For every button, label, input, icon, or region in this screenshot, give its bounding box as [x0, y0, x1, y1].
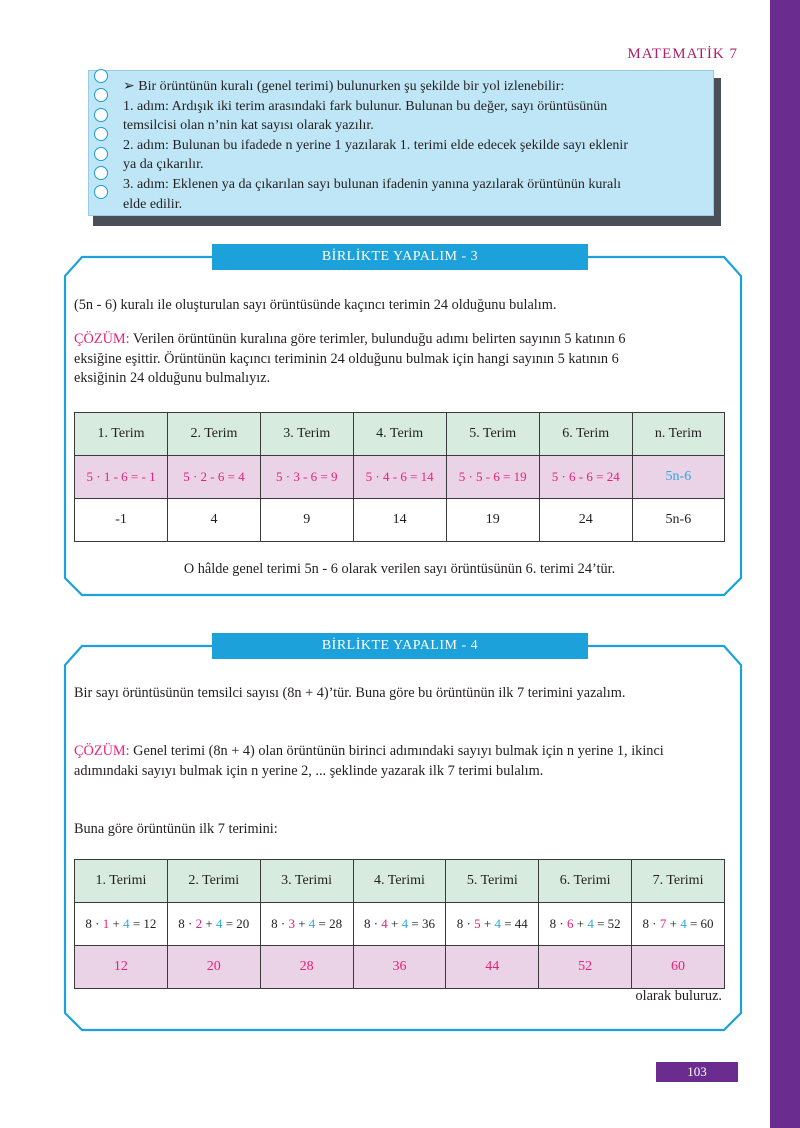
- table-cell: 8 · 2 + 4 = 20: [167, 903, 260, 946]
- info-line: temsilcisi olan n’nin kat sayısı olarak yazılır.: [123, 118, 374, 134]
- table-cell: 14: [353, 499, 446, 542]
- binder-ring-icon: [94, 185, 108, 199]
- table-cell: 5 · 4 - 6 = 14: [353, 456, 446, 499]
- info-box: [88, 70, 714, 216]
- table-cell: 52: [539, 946, 632, 989]
- solution-text: eksiğine eşittir. Örüntünün kaçıncı teriminin 24 olduğunu bulmak için hangi sayının 5 katının 6: [74, 350, 619, 367]
- binder-ring-icon: [94, 166, 108, 180]
- binder-rings: [94, 69, 112, 205]
- table-cell: 5 · 5 - 6 = 19: [446, 456, 539, 499]
- binder-ring-icon: [94, 69, 108, 83]
- table-header-cell: 1. Terimi: [75, 860, 168, 903]
- table-cell: -1: [75, 499, 168, 542]
- table-row: [75, 903, 725, 946]
- info-line: ➢ Bir örüntünün kuralı (genel terimi) bulunurken şu şekilde bir yol izlenebilir:: [123, 79, 565, 94]
- table-header-cell: n. Terim: [632, 413, 724, 456]
- section4-question: Bir sayı örüntüsünün temsilci sayısı (8n + 4)’tür. Buna göre bu örüntünün ilk 7 terimini yazalım.: [74, 685, 626, 701]
- info-line: 1. adım: Ardışık iki terim arasındaki fark bulunur. Bulunan bu değer, sayı örüntüsünün: [123, 98, 608, 114]
- table-cell: 60: [632, 946, 725, 989]
- table-cell: 8 · 3 + 4 = 28: [260, 903, 353, 946]
- table-header-cell: 5. Terim: [446, 413, 539, 456]
- table-header-cell: 2. Terimi: [167, 860, 260, 903]
- table-cell: 5 · 2 - 6 = 4: [168, 456, 261, 499]
- table-cell: 12: [75, 946, 168, 989]
- table-header-cell: 7. Terimi: [632, 860, 725, 903]
- table-cell: 9: [260, 499, 353, 542]
- table-cell: 20: [167, 946, 260, 989]
- page-header-title: MATEMATİK 7: [627, 46, 738, 62]
- page-edge-bar: [770, 0, 800, 1128]
- table-cell: 5n-6: [632, 456, 724, 499]
- table-row: [75, 946, 725, 989]
- table-cell: 5 · 6 - 6 = 24: [539, 456, 632, 499]
- table-cell: 36: [353, 946, 446, 989]
- section4-table: [74, 859, 725, 989]
- page-number: 103: [656, 1062, 738, 1082]
- table-header-row: [75, 413, 725, 456]
- table-cell: 5n-6: [632, 499, 724, 542]
- table-header-cell: 6. Terimi: [539, 860, 632, 903]
- info-line: 2. adım: Bulunan bu ifadede n yerine 1 yazılarak 1. terimi elde edecek şekilde sayı eklenir: [123, 137, 628, 153]
- solution-text: Verilen örüntünün kuralına göre terimler, bulunduğu adımı belirten sayının 5 katının 6: [129, 331, 626, 347]
- table-cell: 28: [260, 946, 353, 989]
- table-row: [75, 499, 725, 542]
- table-cell: 5 · 3 - 6 = 9: [260, 456, 353, 499]
- binder-ring-icon: [94, 127, 108, 141]
- solution-text: eksiğinin 24 olduğunu bulmalıyız.: [74, 370, 271, 387]
- solution-text: adımındaki sayıyı bulmak için n yerine 2, ... şeklinde yazarak ilk 7 terimi bulalım.: [74, 762, 544, 779]
- table-cell: 44: [446, 946, 539, 989]
- table-cell: 8 · 6 + 4 = 52: [539, 903, 632, 946]
- binder-ring-icon: [94, 108, 108, 122]
- table-cell: 19: [446, 499, 539, 542]
- solution-text: Genel terimi (8n + 4) olan örüntünün birinci adımındaki sayıyı bulmak için n yerine 1, ikinci: [129, 743, 664, 759]
- table-header-cell: 1. Terim: [75, 413, 168, 456]
- table-cell: 5 · 1 - 6 = - 1: [75, 456, 168, 499]
- section4-conclusion: olarak buluruz.: [635, 988, 722, 1004]
- table-cell: 8 · 5 + 4 = 44: [446, 903, 539, 946]
- table-cell: 24: [539, 499, 632, 542]
- table-header-row: [75, 860, 725, 903]
- table-cell: 4: [168, 499, 261, 542]
- table-header-cell: 5. Terimi: [446, 860, 539, 903]
- info-line: ya da çıkarılır.: [123, 157, 204, 173]
- info-line: 3. adım: Eklenen ya da çıkarılan sayı bulunan ifadenin yanına yazılarak örüntünün kuralı: [123, 176, 621, 192]
- section4-intro: Buna göre örüntünün ilk 7 terimini:: [74, 821, 278, 837]
- binder-ring-icon: [94, 88, 108, 102]
- table-cell: 8 · 1 + 4 = 12: [75, 903, 168, 946]
- section4-solution: [74, 742, 734, 781]
- section3-question: (5n - 6) kuralı ile oluşturulan sayı örüntüsünde kaçıncı terimin 24 olduğunu bulalım.: [74, 297, 557, 313]
- table-header-cell: 4. Terim: [353, 413, 446, 456]
- table-header-cell: 2. Terim: [168, 413, 261, 456]
- binder-ring-icon: [94, 147, 108, 161]
- table-header-cell: 6. Terim: [539, 413, 632, 456]
- table-header-cell: 3. Terim: [260, 413, 353, 456]
- solution-label: ÇÖZÜM:: [74, 743, 130, 759]
- table-cell: 8 · 7 + 4 = 60: [632, 903, 725, 946]
- table-header-cell: 3. Terimi: [260, 860, 353, 903]
- section3-conclusion: O hâlde genel terimi 5n - 6 olarak verilen sayı örüntüsünün 6. terimi 24’tür.: [183, 561, 616, 577]
- section3-banner: BİRLİKTE YAPALIM - 3: [212, 244, 588, 270]
- section3-solution: [74, 330, 726, 389]
- table-row: [75, 456, 725, 499]
- section3-table: [74, 412, 725, 542]
- solution-label: ÇÖZÜM:: [74, 331, 130, 347]
- table-cell: 8 · 4 + 4 = 36: [353, 903, 446, 946]
- section4-banner: BİRLİKTE YAPALIM - 4: [212, 633, 588, 659]
- info-line: elde edilir.: [123, 196, 183, 212]
- table-header-cell: 4. Terimi: [353, 860, 446, 903]
